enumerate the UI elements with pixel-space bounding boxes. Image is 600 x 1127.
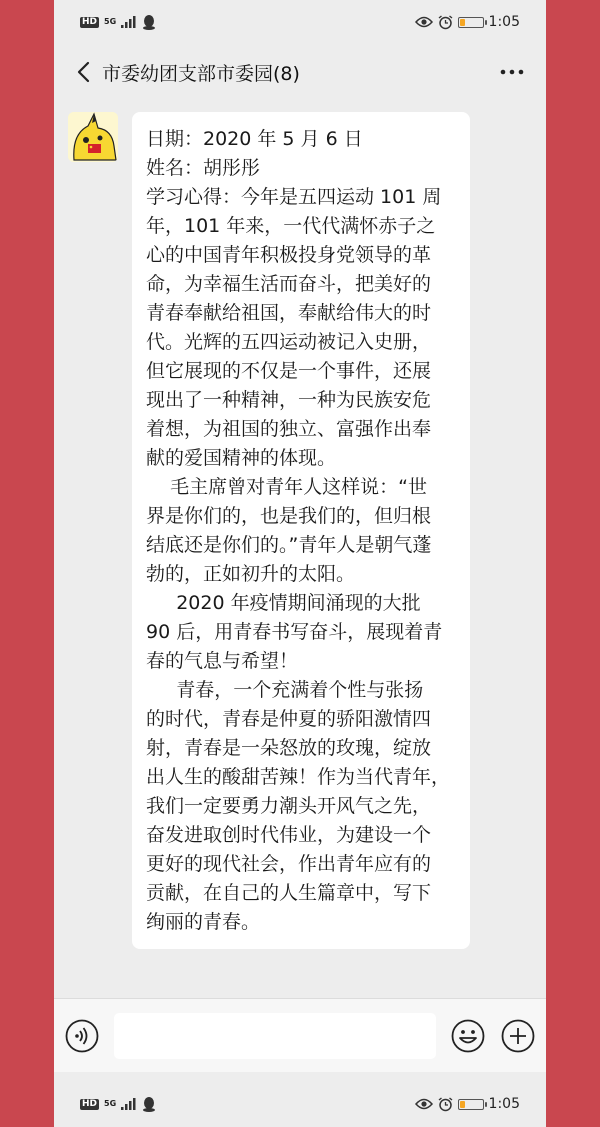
message-line: 命，为幸福生活而奋斗，把美好的	[146, 273, 432, 295]
battery-icon	[458, 1099, 484, 1110]
sender-avatar[interactable]	[68, 112, 118, 162]
alarm-icon	[438, 1097, 453, 1112]
message-line: 更好的现代社会，作出青年应有的	[146, 853, 432, 875]
hd-badge: HD	[82, 16, 98, 27]
signal-icon	[121, 1098, 137, 1110]
more-options-button[interactable]	[492, 52, 532, 92]
message-line: 的时代，青春是仲夏的骄阳激情四	[146, 708, 432, 730]
eye-icon	[415, 16, 433, 28]
status-time: 1:05	[488, 1096, 520, 1112]
qq-icon	[142, 1097, 156, 1112]
message-line: 年，101 年来，一代代满怀赤子之	[146, 215, 436, 237]
network-label: 5G	[104, 1099, 117, 1108]
status-right-bottom	[415, 1096, 520, 1112]
phone-screen	[54, 0, 546, 1127]
add-button[interactable]	[500, 1018, 536, 1054]
more-dots-icon	[500, 69, 524, 75]
message-line: 青春奉献给祖国，奉献给伟大的时	[146, 302, 432, 324]
message-line: 学习心得：今年是五四运动 101 周	[146, 186, 442, 208]
message-line: 代。光辉的五四运动被记入史册，	[146, 331, 432, 353]
chat-title: 市委幼团支部市委园(8)	[102, 62, 300, 85]
status-left-bottom	[80, 1097, 156, 1112]
voice-icon	[65, 1019, 99, 1053]
message-line: 献的爱国精神的体现。	[146, 447, 337, 469]
message-line: 毛主席曾对青年人这样说：“世	[146, 476, 428, 498]
status-bar	[54, 0, 546, 44]
message-line: 绚丽的青春。	[146, 911, 261, 933]
plus-circle-icon	[501, 1019, 535, 1053]
message-line: 春的气息与希望！	[146, 650, 299, 672]
message-line: 射，青春是一朵怒放的玫瑰，绽放	[146, 737, 432, 759]
hd-badge: HD	[82, 1098, 98, 1109]
back-button[interactable]	[68, 52, 98, 92]
message-line: 心的中国青年积极投身党领导的革	[146, 244, 432, 266]
message-line: 界是你们的，也是我们的，但归根	[146, 505, 432, 527]
status-bar-bottom	[54, 1082, 546, 1126]
emoji-icon	[451, 1019, 485, 1053]
message-line: 2020 年疫情期间涌现的大批	[146, 592, 421, 614]
chevron-left-icon	[76, 61, 90, 83]
pikachu-avatar-icon	[68, 112, 118, 162]
message-line: 奋发进取创时代伟业，为建设一个	[146, 824, 432, 846]
message-line: 我们一定要勇力潮头开风气之先，	[146, 795, 432, 817]
message-line: 90 后，用青春书写奋斗，展现着青	[146, 621, 443, 643]
message-line: 着想，为祖国的独立、富强作出奉	[146, 418, 432, 440]
signal-icon	[121, 16, 137, 28]
message-line: 出人生的酸甜苦辣！作为当代青年，	[146, 766, 451, 788]
emoji-button[interactable]	[450, 1018, 486, 1054]
chat-header	[54, 44, 546, 100]
eye-icon	[415, 1098, 433, 1110]
message-line: 结底还是你们的。”青年人是朝气蓬	[146, 534, 432, 556]
message-line: 姓名：胡彤彤	[146, 157, 261, 179]
message-line: 贡献，在自己的人生篇章中，写下	[146, 882, 432, 904]
message-input-bar	[54, 998, 546, 1072]
message-bubble	[132, 112, 470, 949]
network-label: 5G	[104, 17, 117, 26]
status-time: 1:05	[488, 14, 520, 30]
alarm-icon	[438, 15, 453, 30]
message-line: 但它展现的不仅是一个事件，还展	[146, 360, 432, 382]
voice-button[interactable]	[64, 1018, 100, 1054]
message-line: 现出了一种精神，一种为民族安危	[146, 389, 432, 411]
status-left	[80, 15, 156, 30]
battery-icon	[458, 17, 484, 28]
message-line: 日期：2020 年 5 月 6 日	[146, 128, 363, 150]
message-line: 勃的，正如初升的太阳。	[146, 563, 356, 585]
status-right	[415, 14, 520, 30]
message-line: 青春，一个充满着个性与张扬	[146, 679, 424, 701]
qq-icon	[142, 15, 156, 30]
message-input[interactable]	[114, 1013, 436, 1059]
